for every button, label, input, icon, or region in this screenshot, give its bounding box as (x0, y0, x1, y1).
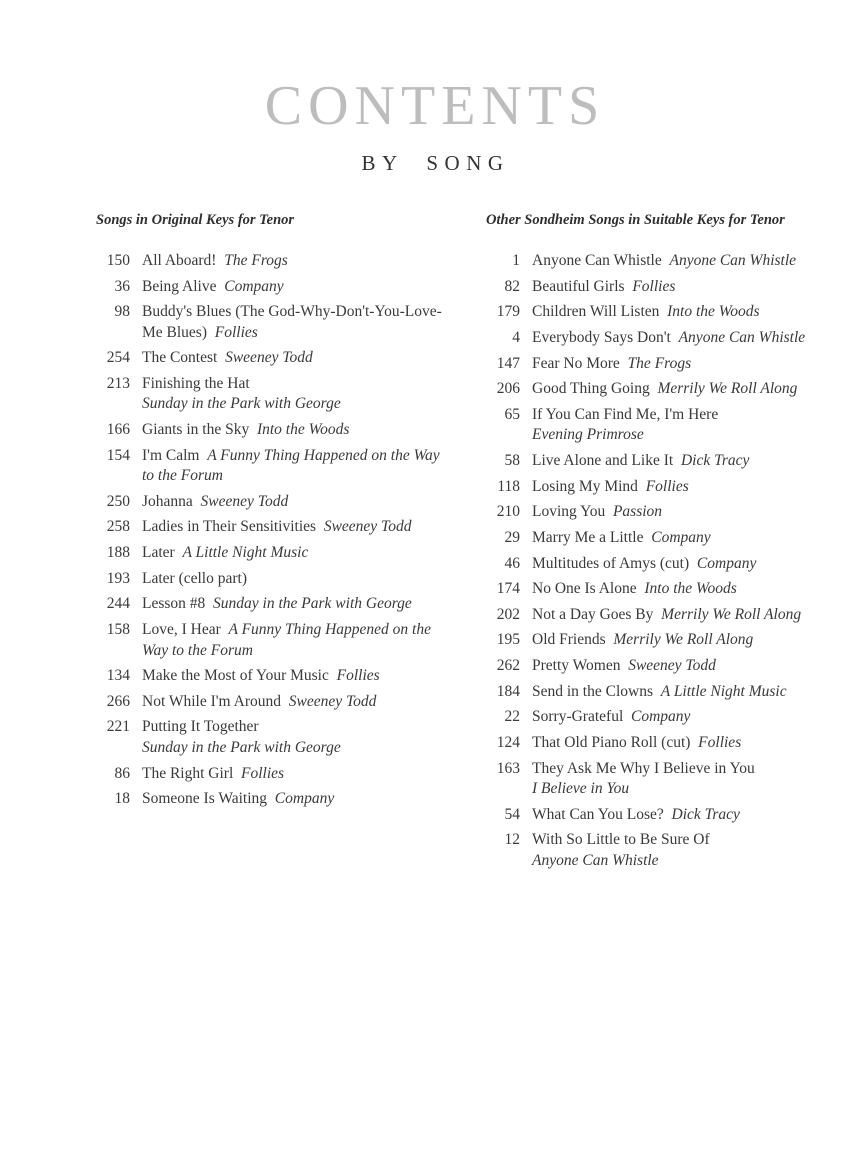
entry-text (532, 302, 841, 322)
entry-page-number: 244 (106, 595, 130, 613)
entry-page-number: 150 (106, 252, 130, 269)
entry-page-number: 179 (496, 303, 520, 321)
entry-text (532, 605, 841, 625)
entry-page-number: 193 (106, 569, 130, 587)
entry-page-number: 58 (504, 451, 520, 469)
contents-entry[interactable] (486, 502, 841, 522)
entry-show-name: Sweeney Todd (288, 692, 377, 710)
entry-show-name: Sunday in the Park with George (213, 595, 412, 613)
entry-page-number: 22 (504, 708, 520, 726)
contents-columns (0, 212, 864, 876)
entry-show-name: Into the Woods (644, 580, 737, 598)
entry-show-name: Company (274, 790, 335, 808)
entry-text (532, 477, 841, 497)
entry-page-number: 166 (106, 421, 130, 439)
entry-page-number: 254 (106, 349, 130, 367)
contents-entry[interactable] (486, 251, 841, 271)
entry-text (532, 328, 841, 348)
contents-entry[interactable] (96, 517, 451, 537)
column-header: Other Sondheim Songs in Suitable Keys for Tenor (486, 212, 785, 228)
entry-song-title: The Contest (142, 349, 218, 367)
entry-page-number: 65 (504, 405, 520, 423)
entry-text (142, 543, 451, 563)
entry-text (532, 528, 841, 548)
entry-text (532, 682, 841, 702)
contents-entry[interactable] (486, 707, 841, 727)
entry-text (142, 277, 451, 297)
entry-show-name: Sweeney Todd (225, 349, 313, 367)
entry-show-name: Into the Woods (667, 303, 760, 321)
entry-song-title: Buddy's Blues (The God-Why-Don't-You-Love-Me Blues) (142, 303, 442, 341)
contents-entry[interactable] (486, 354, 841, 374)
entry-page-number: 18 (114, 790, 130, 808)
entry-page-number: 46 (504, 554, 520, 572)
entry-show-name: Anyone Can Whistle (678, 328, 806, 346)
entry-page-number: 134 (106, 667, 130, 685)
entry-show-name: Follies (336, 667, 380, 685)
entry-song-title: Anyone Can Whistle (532, 252, 662, 269)
entry-show-name: Company (631, 708, 691, 726)
entry-song-title: Fear No More (532, 354, 620, 372)
entry-song-title: Later (142, 544, 175, 562)
contents-column-original-keys (96, 212, 451, 876)
entry-show-name: A Funny Thing Happened on the Way to the Forum (142, 446, 440, 485)
entry-show-name: A Little Night Music (660, 682, 787, 700)
entry-show-name: Sunday in the Park with George (142, 395, 341, 413)
contents-entry[interactable] (486, 682, 841, 702)
entry-song-title: That Old Piano Roll (cut) (532, 733, 691, 751)
entry-show-name: Sweeney Todd (628, 657, 716, 675)
entry-text (532, 656, 841, 676)
entry-song-title: Giants in the Sky (142, 421, 250, 439)
entry-song-title: Putting It Together (142, 718, 259, 736)
entry-song-title: Live Alone and Like It (532, 451, 674, 469)
contents-entry[interactable] (96, 446, 451, 487)
contents-entry[interactable] (96, 594, 451, 614)
entry-text (532, 630, 841, 650)
entry-show-name: A Little Night Music (182, 544, 309, 562)
entry-page-number: 158 (106, 621, 130, 639)
entry-show-name: Anyone Can Whistle (669, 252, 797, 269)
entry-show-name: The Frogs (224, 252, 288, 269)
entry-page-number: 154 (106, 446, 130, 464)
entry-song-title: Children Will Listen (532, 303, 660, 321)
entry-text (142, 764, 451, 784)
entry-page-number: 36 (114, 277, 130, 295)
entry-show-name: Sweeney Todd (323, 518, 412, 536)
contents-entry[interactable] (486, 805, 841, 825)
entry-text (142, 302, 451, 343)
contents-entry[interactable] (486, 379, 841, 399)
contents-entry[interactable] (96, 569, 451, 589)
entry-song-title: All Aboard! (142, 252, 217, 269)
contents-entry[interactable] (96, 374, 451, 415)
entry-page-number: 195 (496, 631, 520, 649)
entry-show-name: I Believe in You (532, 780, 630, 798)
contents-entry[interactable] (96, 692, 451, 712)
entry-song-title: Johanna (142, 492, 193, 510)
entry-page-number: 258 (106, 518, 130, 536)
entry-show-name: Dick Tracy (671, 805, 740, 823)
entry-song-title: They Ask Me Why I Believe in You (532, 759, 755, 777)
entry-text (142, 517, 451, 537)
entry-show-name: A Funny Thing Happened on the Way to the Forum (142, 621, 431, 659)
contents-entry[interactable] (96, 251, 451, 271)
entry-page-number: 147 (496, 354, 520, 372)
entry-show-name: Follies (698, 733, 742, 751)
entry-show-name: Merrily We Roll Along (613, 631, 754, 649)
entry-song-title: I'm Calm (142, 446, 200, 464)
contents-entry[interactable] (486, 451, 841, 471)
entry-show-name: Follies (632, 277, 676, 295)
entry-song-title: Multitudes of Amys (cut) (532, 554, 690, 572)
entry-text (142, 492, 451, 512)
entry-show-name: Into the Woods (256, 421, 350, 439)
entry-text (532, 554, 841, 574)
entry-page-number: 12 (504, 831, 520, 849)
contents-entry[interactable] (96, 302, 451, 343)
entry-text (532, 707, 841, 727)
contents-entry[interactable] (486, 579, 841, 599)
entry-show-name: Company (696, 554, 757, 572)
entry-page-number: 221 (106, 718, 130, 736)
entry-song-title: With So Little to Be Sure Of (532, 831, 710, 849)
entry-song-title: Lesson #8 (142, 595, 206, 613)
entry-show-name: Passion (612, 503, 663, 521)
entry-text (142, 666, 451, 686)
entry-text (532, 502, 841, 522)
page-subtitle: BY SONG (361, 151, 510, 175)
contents-entry[interactable] (486, 830, 841, 871)
entry-song-title: Losing My Mind (532, 477, 638, 495)
entry-text (532, 354, 841, 374)
entry-page-number: 174 (496, 580, 520, 598)
entry-page-number: 266 (106, 692, 130, 710)
entry-text (142, 374, 451, 415)
entry-page-number: 54 (504, 805, 520, 823)
entry-page-number: 163 (496, 759, 520, 777)
contents-entry[interactable] (486, 656, 841, 676)
entry-text (532, 579, 841, 599)
entry-song-title: Everybody Says Don't (532, 328, 671, 346)
entry-page-number: 210 (496, 503, 520, 521)
contents-entry[interactable] (96, 717, 451, 758)
entry-show-name: Evening Primrose (532, 426, 644, 444)
contents-entry[interactable] (96, 789, 451, 809)
entry-song-title: Beautiful Girls (532, 277, 625, 295)
entry-song-title: Not a Day Goes By (532, 605, 654, 623)
entry-song-title: Old Friends (532, 631, 606, 649)
contents-entry[interactable] (96, 764, 451, 784)
entry-song-title: Finishing the Hat (142, 375, 250, 393)
entry-text (532, 805, 841, 825)
entry-song-title: Later (cello part) (142, 569, 247, 587)
entry-show-name: Follies (645, 477, 689, 495)
entry-text (532, 759, 841, 800)
entry-page-number: 98 (114, 303, 130, 321)
entry-text (142, 446, 451, 487)
entry-song-title: Marry Me a Little (532, 528, 644, 546)
entry-song-title: If You Can Find Me, I'm Here (532, 405, 719, 423)
entry-song-title: Love, I Hear (142, 621, 221, 639)
entry-song-title: Send in the Clowns (532, 682, 653, 700)
entry-song-title: Make the Most of Your Music (142, 667, 329, 685)
entry-song-title: No One Is Alone (532, 580, 637, 598)
entry-show-name: Merrily We Roll Along (661, 605, 802, 623)
entry-show-name: Sunday in the Park with George (142, 738, 341, 756)
entry-song-title: Pretty Women (532, 657, 621, 675)
entry-song-title: Loving You (532, 503, 606, 521)
entry-text (142, 717, 451, 758)
contents-entry[interactable] (486, 733, 841, 753)
contents-entry[interactable] (486, 477, 841, 497)
entry-text (532, 379, 841, 399)
contents-entry[interactable] (96, 348, 451, 368)
entry-text (532, 451, 841, 471)
entry-page-number: 188 (106, 544, 130, 562)
entry-show-name: The Frogs (627, 354, 692, 372)
contents-entry[interactable] (486, 277, 841, 297)
contents-entry[interactable] (96, 620, 451, 661)
contents-entry[interactable] (96, 492, 451, 512)
entry-song-title: Not While I'm Around (142, 692, 281, 710)
entry-show-name: Sweeney Todd (200, 492, 289, 510)
entry-page-number: 202 (496, 605, 520, 623)
entry-song-title: The Right Girl (142, 764, 234, 782)
entry-page-number: 206 (496, 380, 520, 398)
masthead (0, 0, 864, 176)
contents-entry[interactable] (486, 554, 841, 574)
entry-show-name: Dick Tracy (680, 451, 750, 469)
entry-song-title: Ladies in Their Sensitivities (142, 518, 317, 536)
song-list (96, 251, 451, 810)
entry-page-number: 250 (106, 492, 130, 510)
entry-text (142, 348, 451, 368)
entry-text (142, 620, 451, 661)
entry-page-number: 1 (512, 252, 520, 269)
entry-page-number: 213 (106, 375, 130, 393)
entry-song-title: Sorry-Grateful (532, 708, 624, 726)
entry-page-number: 184 (496, 682, 520, 700)
contents-entry[interactable] (96, 420, 451, 440)
entry-text (532, 405, 841, 446)
entry-text (532, 733, 841, 753)
entry-show-name: Anyone Can Whistle (532, 851, 659, 869)
entry-text (532, 251, 841, 271)
song-list (486, 251, 841, 871)
entry-show-name: Follies (241, 764, 285, 782)
entry-show-name: Company (224, 277, 284, 295)
contents-entry[interactable] (486, 759, 841, 800)
contents-entry[interactable] (96, 666, 451, 686)
contents-entry[interactable] (96, 543, 451, 563)
entry-song-title: Good Thing Going (532, 380, 650, 398)
entry-page-number: 82 (504, 277, 520, 295)
entry-text (532, 830, 841, 871)
entry-show-name: Merrily We Roll Along (657, 380, 798, 398)
contents-entry[interactable] (486, 328, 841, 348)
contents-entry[interactable] (486, 528, 841, 548)
entry-text (142, 251, 451, 271)
entry-page-number: 86 (114, 764, 130, 782)
contents-entry[interactable] (486, 605, 841, 625)
entry-show-name: Company (651, 528, 711, 546)
contents-column-other-songs (486, 212, 841, 876)
entry-page-number: 262 (496, 657, 520, 675)
entry-song-title: Someone Is Waiting (142, 790, 268, 808)
entry-text (142, 692, 451, 712)
entry-page-number: 4 (512, 328, 520, 346)
column-header: Songs in Original Keys for Tenor (96, 212, 295, 228)
entry-page-number: 29 (504, 528, 520, 546)
entry-text (532, 277, 841, 297)
entry-text (142, 594, 451, 614)
entry-page-number: 124 (496, 733, 520, 751)
entry-song-title: Being Alive (142, 277, 217, 295)
entry-text (142, 789, 451, 809)
contents-entry[interactable] (96, 277, 451, 297)
entry-song-title: What Can You Lose? (532, 805, 664, 823)
contents-entry[interactable] (486, 405, 841, 446)
contents-entry[interactable] (486, 302, 841, 322)
entry-page-number: 118 (497, 477, 520, 495)
entry-text (142, 569, 451, 589)
page-title: CONTENTS (264, 75, 606, 137)
entry-text (142, 420, 451, 440)
contents-entry[interactable] (486, 630, 841, 650)
entry-show-name: Follies (214, 323, 258, 341)
